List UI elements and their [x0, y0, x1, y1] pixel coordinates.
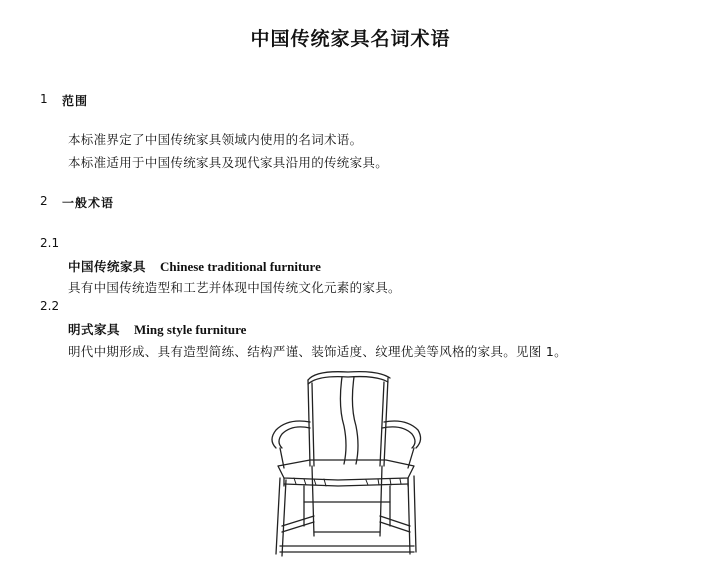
section-number: 2: [40, 194, 48, 208]
term-number: 2.1: [40, 236, 60, 250]
paragraph: 本标准适用于中国传统家具及现代家具沿用的传统家具。: [68, 155, 389, 170]
term-english: Ming style furniture: [134, 322, 247, 337]
section-heading-general-terms: 一般术语: [62, 196, 115, 210]
term-heading: [68, 320, 246, 338]
document-title: 中国传统家具名词术语: [250, 28, 451, 50]
section-number: 1: [40, 92, 48, 106]
ming-chair-illustration: [258, 366, 428, 562]
term-definition: 明代中期形成、具有造型简练、结构严谨、装饰适度、纹理优美等风格的家具。见图 1。: [68, 344, 567, 359]
term-heading: [68, 257, 321, 275]
section-heading-scope: 范围: [62, 94, 89, 108]
term-definition: 具有中国传统造型和工艺并体现中国传统文化元素的家具。: [68, 280, 401, 295]
term-english: Chinese traditional furniture: [160, 259, 321, 274]
term-chinese: 中国传统家具: [68, 259, 147, 274]
term-number: 2.2: [40, 299, 60, 313]
paragraph: 本标准界定了中国传统家具领域内使用的名词术语。: [68, 132, 363, 147]
term-chinese: 明式家具: [68, 322, 121, 337]
